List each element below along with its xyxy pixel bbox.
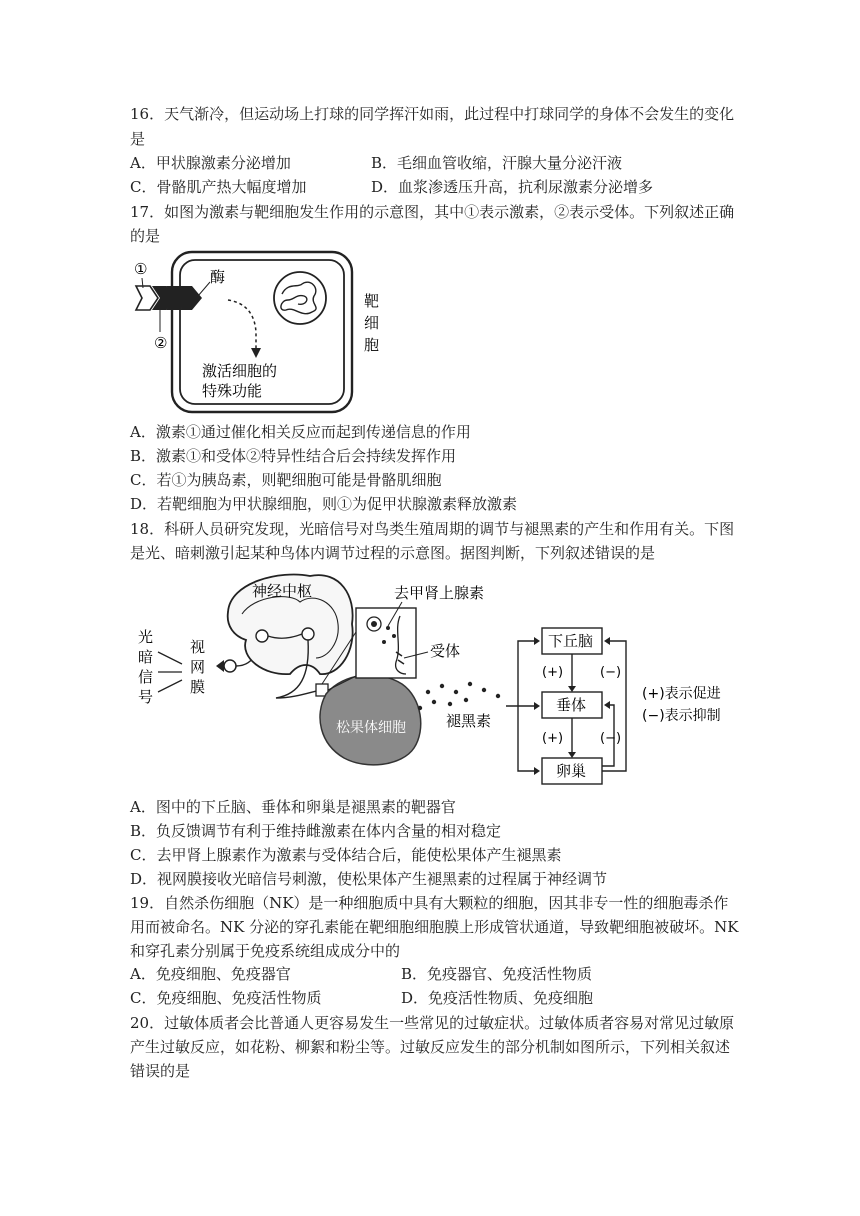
nerve-center-label: 神经中枢 — [252, 582, 313, 600]
q19-option-b: B．免疫器官、免疫活性物质 — [401, 965, 593, 983]
vesicle-core — [371, 621, 377, 627]
retina-char-1: 视 — [190, 638, 206, 656]
target-cell-label-1: 靶 — [364, 292, 380, 310]
signal-arrow-3 — [158, 680, 182, 692]
chromatin — [281, 282, 316, 314]
q20-stem-line2: 产生过敏反应，如花粉、柳絮和粉尘等。过敏反应发生的部分机制如图所示，下列相关叙述 — [130, 1038, 731, 1056]
hypo-to-pit-head — [568, 686, 576, 692]
retina-char-3: 膜 — [190, 678, 206, 696]
melatonin-dot-1 — [426, 690, 430, 694]
signal-arrow-1 — [158, 652, 182, 664]
to-hypo-head — [534, 637, 540, 645]
enzyme-label: 酶 — [210, 268, 226, 286]
transmitter-dot-1 — [386, 626, 390, 630]
q16-option-d: D．血浆渗透压升高，抗利尿激素分泌增多 — [371, 178, 654, 196]
pituitary-label: 垂体 — [556, 696, 587, 714]
q18-stem-line2: 是光、暗刺激引起某种鸟体内调节过程的示意图。据图判断，下列叙述错误的是 — [130, 544, 656, 562]
melatonin-dot-2 — [440, 684, 444, 688]
target-cell-label-3: 胞 — [364, 336, 380, 354]
receptor-label: 受体 — [430, 642, 461, 660]
hypothalamus-label: 下丘脑 — [548, 632, 594, 650]
transmitter-dot-3 — [382, 640, 386, 644]
q17-option-d: D．若靶细胞为甲状腺细胞，则①为促甲状腺激素释放激素 — [130, 495, 518, 513]
q16-stem-line1: 16．天气渐冷，但运动场上打球的同学挥汗如雨，此过程中打球同学的身体不会发生的变化 — [130, 105, 735, 123]
melatonin-dot-3 — [454, 690, 458, 694]
signal-char-4: 号 — [138, 688, 154, 706]
legend-inhibit: (−)表示抑制 — [642, 708, 721, 724]
signal-char-1: 光 — [138, 628, 154, 646]
q19-stem-line2: 用而被命名。NK 分泌的穿孔素能在靶细胞细胞膜上形成管状通道，导致靶细胞被破坏。NK — [130, 918, 739, 936]
q17-stem-line2: 的是 — [130, 227, 161, 245]
receptor-label: ② — [154, 334, 168, 352]
neuron-1 — [256, 630, 268, 642]
q19-option-a: A．免疫细胞、免疫器官 — [130, 965, 291, 983]
hormone-target-cell-diagram — [130, 248, 390, 420]
plus-label-lower: (+) — [542, 731, 564, 746]
light-dark-regulation-diagram — [130, 566, 760, 796]
q16-option-b: B．毛细血管收缩，汗腺大量分泌汗液 — [371, 154, 623, 172]
hormone-label: ① — [134, 260, 148, 278]
q18-option-c: C．去甲肾上腺素作为激素与受体结合后，能使松果体产生褪黑素 — [130, 846, 562, 864]
q18-option-b: B．负反馈调节有利于维持雌激素在体内含量的相对稳定 — [130, 822, 502, 840]
transmitter-dot-2 — [392, 634, 396, 638]
q17-option-c: C．若①为胰岛素，则靶细胞可能是骨骼肌细胞 — [130, 471, 442, 489]
minus-label-upper: (−) — [600, 665, 622, 680]
signal-char-3: 信 — [138, 668, 154, 686]
q20-stem-line1: 20．过敏体质者会比普通人更容易发生一些常见的过敏症状。过敏体质者容易对常见过敏原 — [130, 1014, 735, 1032]
melatonin-to-organs — [506, 641, 538, 771]
q19-option-c: C．免疫细胞、免疫活性物质 — [130, 989, 322, 1007]
melatonin-dot-5 — [482, 688, 486, 692]
synapse-inset — [356, 608, 416, 678]
q16-option-a: A．甲状腺激素分泌增加 — [130, 154, 291, 172]
signal-dashed-arrow — [228, 300, 256, 352]
feedback-hypo-head — [604, 637, 610, 645]
q19-stem-line1: 19．自然杀伤细胞（NK）是一种细胞质中具有大颗粒的细胞，因其非专一性的细胞毒杀作 — [130, 894, 729, 912]
target-cell-label-2: 细 — [364, 314, 380, 332]
melatonin-dot-7 — [448, 702, 452, 706]
signal-char-2: 暗 — [138, 648, 154, 666]
norepinephrine-label: 去甲肾上腺素 — [394, 584, 485, 602]
q18-stem-line1: 18．科研人员研究发现，光暗信号对鸟类生殖周期的调节与褪黑素的产生和作用有关。下图 — [130, 520, 735, 538]
q16-stem-line2: 是 — [130, 130, 146, 148]
melatonin-dot-6 — [432, 700, 436, 704]
melatonin-dot-8 — [464, 698, 468, 702]
melatonin-label: 褪黑素 — [446, 712, 492, 730]
pit-to-ovary-head — [568, 752, 576, 758]
to-ovary-head — [534, 767, 540, 775]
ovary-label: 卵巢 — [556, 762, 587, 780]
melatonin-dot-10 — [418, 706, 422, 710]
q18-option-d: D．视网膜接收光暗信号刺激，使松果体产生褪黑素的过程属于神经调节 — [130, 870, 608, 888]
minus-label-lower: (−) — [600, 731, 622, 746]
melatonin-dot-4 — [468, 682, 472, 686]
q18-option-a: A．图中的下丘脑、垂体和卵巢是褪黑素的靶器官 — [130, 798, 456, 816]
melatonin-dot-9 — [496, 694, 500, 698]
legend-promote: (+)表示促进 — [642, 686, 721, 702]
enzyme-leader — [198, 282, 210, 296]
q17-option-b: B．激素①和受体②特异性结合后会持续发挥作用 — [130, 447, 457, 465]
q17-option-a: A．激素①通过催化相关反应而起到传递信息的作用 — [130, 423, 471, 441]
q16-option-c: C．骨骼肌产热大幅度增加 — [130, 178, 307, 196]
special-function-label-1: 激活细胞的 — [202, 362, 278, 380]
q19-option-d: D．免疫活性物质、免疫细胞 — [401, 989, 594, 1007]
pineal-cell-label: 松果体细胞 — [336, 720, 406, 736]
feedback-pit-head — [604, 701, 610, 709]
photoreceptor-body — [224, 660, 236, 672]
special-function-label-2: 特殊功能 — [202, 382, 263, 400]
arrowhead — [251, 348, 261, 358]
nucleus — [274, 272, 326, 324]
retina-char-2: 网 — [190, 658, 206, 676]
q17-stem-line1: 17．如图为激素与靶细胞发生作用的示意图，其中①表示激素，②表示受体。下列叙述正确 — [130, 203, 735, 221]
photoreceptor — [216, 660, 224, 672]
neuron-2 — [302, 628, 314, 640]
q20-stem-line3: 错误的是 — [130, 1062, 191, 1080]
to-pit-head — [534, 702, 540, 710]
q19-stem-line3: 和穿孔素分别属于免疫系统组成成分中的 — [130, 942, 401, 960]
plus-label-upper: (+) — [542, 665, 564, 680]
